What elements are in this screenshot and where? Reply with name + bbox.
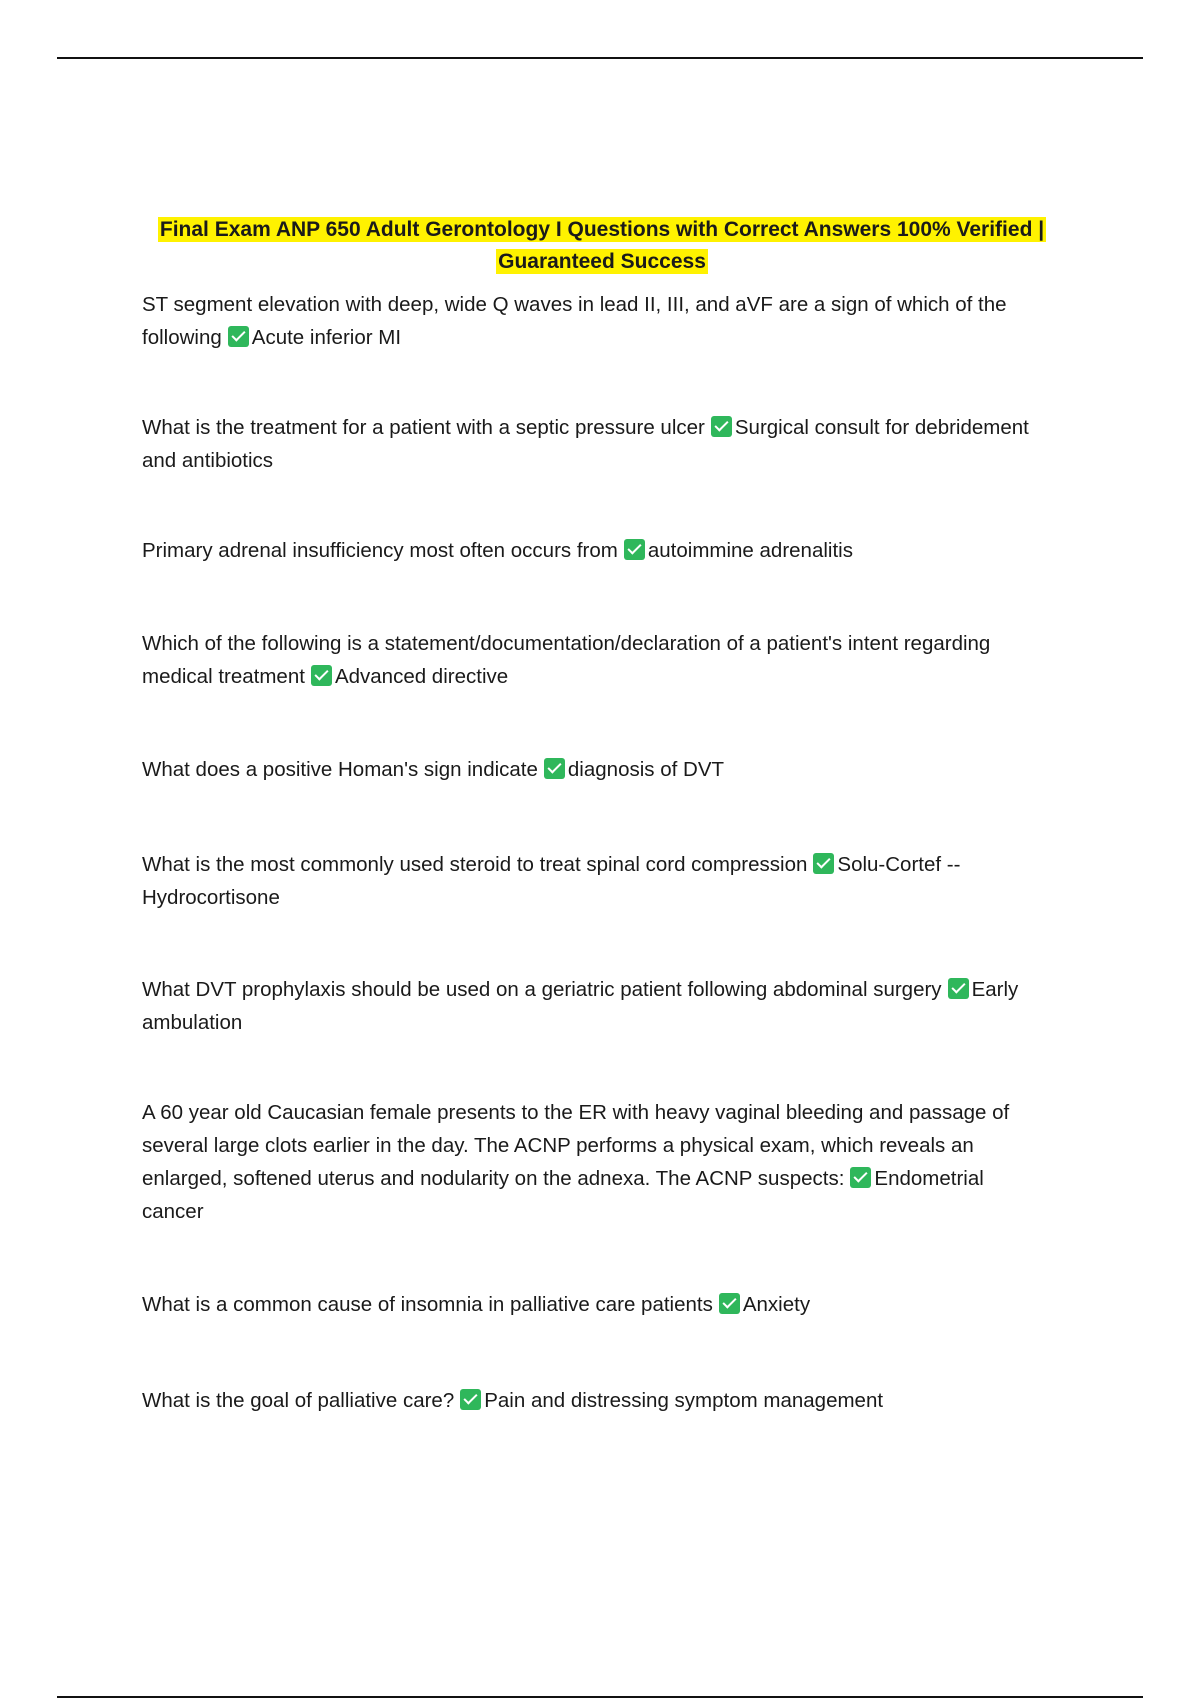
- header-rule: [57, 57, 1143, 59]
- question-text: What is the most commonly used steroid to treat spinal cord compression: [142, 853, 808, 876]
- answer-text: autoimmine adrenalitis: [647, 539, 853, 562]
- answer-text: Endometrial cancer: [142, 1167, 984, 1223]
- question-text: What DVT prophylaxis should be used on a geriatric patient following abdominal surgery: [142, 978, 942, 1001]
- check-mark-icon: [460, 1389, 481, 1410]
- check-mark-icon: [850, 1167, 871, 1188]
- answer-text: Advanced directive: [334, 665, 509, 688]
- check-mark-icon: [813, 853, 834, 874]
- question-text: What is a common cause of insomnia in palliative care patients: [142, 1293, 713, 1316]
- qa-item: [142, 534, 1047, 567]
- check-mark-icon: [719, 1293, 740, 1314]
- qa-item: [142, 627, 1047, 693]
- check-mark-icon: [544, 758, 565, 779]
- qa-item: [142, 288, 1047, 354]
- question-text: What is the goal of palliative care?: [142, 1389, 455, 1412]
- title-line-2: Guaranteed Success: [498, 250, 706, 273]
- qa-item: [142, 848, 1047, 914]
- document-title: [142, 214, 1062, 278]
- answer-text: Anxiety: [742, 1293, 811, 1316]
- qa-item: [142, 1096, 1047, 1228]
- check-mark-icon: [624, 539, 645, 560]
- answer-text: Early ambulation: [142, 978, 1019, 1034]
- check-mark-icon: [228, 326, 249, 347]
- qa-item: [142, 973, 1047, 1039]
- question-text: Primary adrenal insufficiency most often occurs from: [142, 539, 618, 562]
- qa-item: [142, 753, 1047, 786]
- question-text: What is the treatment for a patient with a septic pressure ulcer: [142, 416, 705, 439]
- qa-item: [142, 1288, 1047, 1321]
- check-mark-icon: [711, 416, 732, 437]
- footer-rule: [57, 1696, 1143, 1698]
- question-text: A 60 year old Caucasian female presents to the ER with heavy vaginal bleeding and passage of several large clots earlier in the day. The ACNP performs a physical exam, which reveals an enlarged, softened uterus and nodularity on the adnexa. The ACNP suspects:: [142, 1101, 1010, 1190]
- question-text: What does a positive Homan's sign indicate: [142, 758, 538, 781]
- question-text: ST segment elevation with deep, wide Q waves in lead II, III, and aVF are a sign of which of the following: [142, 293, 1007, 349]
- title-line-1: Final Exam ANP 650 Adult Gerontology I Questions with Correct Answers 100% Verified |: [159, 218, 1045, 241]
- answer-text: Pain and distressing symptom management: [484, 1389, 884, 1412]
- answer-text: diagnosis of DVT: [567, 758, 725, 781]
- answer-text: Acute inferior MI: [251, 326, 402, 349]
- answer-text: Surgical consult for debridement and antibiotics: [142, 416, 1029, 472]
- question-text: Which of the following is a statement/documentation/declaration of a patient's intent regarding medical treatment: [142, 632, 991, 688]
- qa-list: [142, 288, 1047, 1417]
- answer-text: Solu-Cortef -- Hydrocortisone: [142, 853, 961, 909]
- check-mark-icon: [948, 978, 969, 999]
- qa-item: [142, 411, 1047, 477]
- check-mark-icon: [311, 665, 332, 686]
- qa-item: [142, 1384, 1047, 1417]
